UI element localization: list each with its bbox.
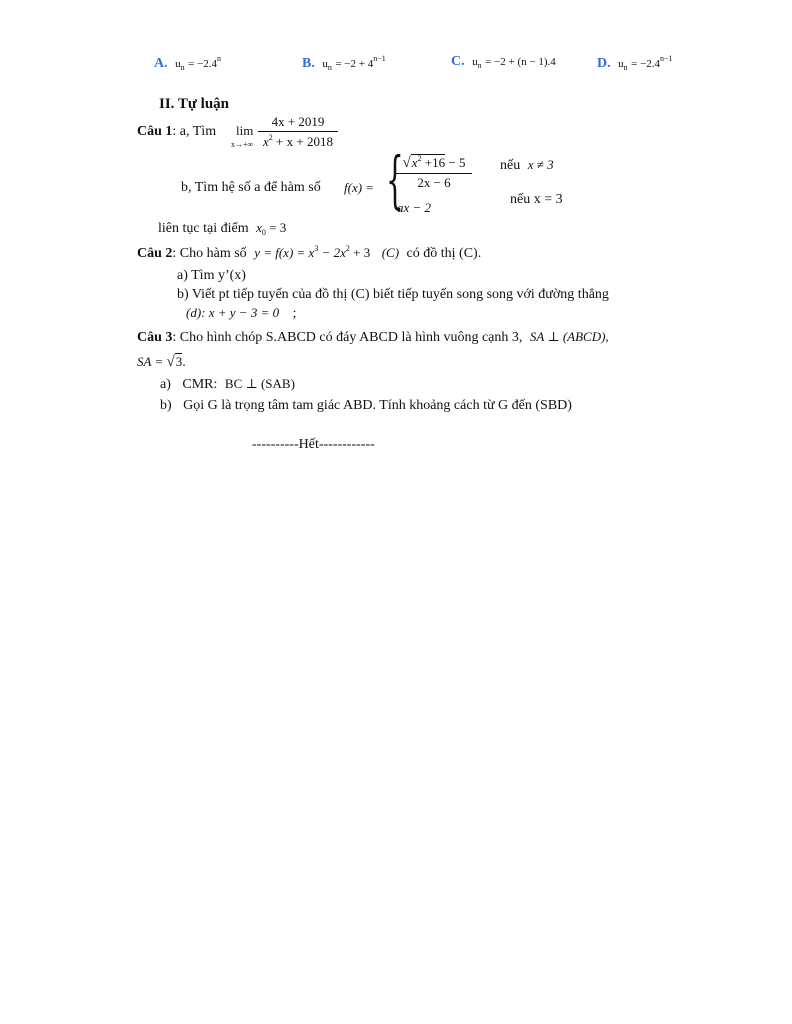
q3-a-math: BC ⊥ (SAB) [224, 376, 295, 391]
q3-sa-dot: . [182, 355, 186, 370]
option-b-sub: n [327, 63, 332, 72]
option-c-sub: n [477, 61, 482, 70]
q2-func-end: + 3 [349, 245, 371, 260]
option-d-sub: n [623, 63, 628, 72]
piecewise-denominator: 2x − 6 [417, 175, 451, 190]
den-x: x [263, 134, 269, 149]
q1-part-b-text: b, Tìm hệ số a để hàm số [181, 180, 321, 195]
option-d-u: u [618, 58, 624, 70]
option-c [451, 54, 556, 70]
condition-1-text: nếu [500, 158, 521, 173]
q2-text: : Cho hàm số [172, 246, 247, 261]
q3-label: Câu 3 [137, 330, 173, 345]
left-brace: { [386, 143, 404, 216]
limit-fraction [258, 114, 338, 150]
q2-func-mid: − 2x [318, 245, 346, 260]
q3-sa-sqrt: 3 [175, 354, 183, 369]
option-b-u: u [322, 58, 328, 70]
q3-sa: SA = √3. [137, 354, 186, 370]
limit-numerator: 4x + 2019 [271, 114, 325, 129]
q3-part-b [160, 398, 572, 414]
q2-line [137, 244, 481, 262]
piecewise-case2: ax − 2 [397, 200, 432, 215]
fraction-bar [258, 131, 338, 132]
q1-label: Câu 1 [137, 124, 173, 139]
sqrt-rest: +16 [421, 155, 446, 170]
x0-var: x [256, 220, 262, 235]
q2-part-a: a) Tìm y’(x) [177, 268, 246, 283]
x0-sub: 0 [261, 228, 266, 237]
q3-b-label: b) [160, 398, 172, 413]
option-b-letter: B. [302, 56, 315, 71]
limit-word: lim [236, 123, 254, 138]
q2-part-b: b) Viết pt tiếp tuyến của đồ thị (C) biết tiếp tuyến song song với đường thẳng [177, 287, 609, 302]
q2-semicolon: ; [292, 306, 297, 321]
option-d-letter: D. [597, 56, 611, 71]
option-a-sup: n [217, 54, 222, 63]
sqrt-body [411, 154, 445, 170]
option-a-sub: n [180, 63, 185, 72]
sqrt-sup: 2 [417, 154, 422, 163]
condition-1-math: x ≠ 3 [527, 157, 554, 172]
q2-line-d [186, 305, 297, 322]
q2-text2: có đồ thị (C). [406, 246, 482, 261]
q3-b-text: Gọi G là trọng tâm tam giác ABD. Tính khoảng cách từ G đến (SBD) [183, 398, 572, 413]
continuity-text: liên tục tại điểm [158, 221, 249, 236]
q2-func-sup: 3 [314, 244, 319, 253]
piecewise-numerator: $√x^2 +16 - 5$ [402, 154, 466, 171]
condition-2: nếu x = 3 [510, 192, 563, 207]
option-c-u: u [472, 56, 478, 68]
q2-label: Câu 2 [137, 246, 173, 261]
option-a-u: u [175, 58, 181, 70]
sqrt-x: x [411, 155, 418, 170]
x0-eq: = 3 [265, 220, 287, 235]
option-d-rhs: = −2.4 [631, 58, 661, 70]
condition-1 [500, 157, 554, 174]
limit-denominator [258, 133, 338, 150]
q2-function: y = f(x) = x [254, 245, 315, 260]
piecewise-bar [396, 173, 472, 174]
option-a-letter: A. [154, 56, 168, 71]
piecewise-fraction [396, 154, 472, 191]
option-a [154, 54, 221, 72]
function-fx: f(x) = [344, 180, 375, 195]
q1-part-a-text: : a, Tìm [172, 124, 217, 139]
q1-part-a [137, 124, 216, 140]
q2-func-sup2: 2 [345, 244, 350, 253]
option-d [597, 54, 673, 72]
den-sup: 2 [268, 133, 273, 142]
option-b-sup: n−1 [373, 54, 386, 63]
end-marker: ----------Hết------------ [252, 437, 375, 452]
option-c-rhs: = −2 + (n − 1).4 [485, 56, 556, 68]
q2-line-eq: (d): x + y − 3 = 0 [186, 305, 280, 320]
q3-part-a [160, 376, 295, 393]
option-c-letter: C. [451, 54, 465, 69]
minus-five: − 5 [445, 155, 466, 170]
limit-subscript: x→+∞ [231, 140, 254, 149]
q3-a-label: a) [160, 377, 171, 392]
option-d-sup: n−1 [660, 54, 673, 63]
q3-a-text: CMR: [182, 377, 218, 392]
option-a-rhs: = −2.4 [188, 58, 218, 70]
q3-perp: SA ⊥ (ABCD), [529, 329, 609, 344]
option-b [302, 54, 386, 72]
section-title: II. Tự luận [159, 96, 230, 112]
option-b-rhs: = −2 + 4 [335, 58, 374, 70]
q3-sa-pre: SA = [137, 354, 167, 369]
q3-text: : Cho hình chóp S.ABCD có đáy ABCD là hình vuông cạnh 3, [172, 330, 523, 345]
q3-line [137, 329, 609, 346]
continuity-line [158, 220, 286, 237]
den-post: + x + 2018 [272, 134, 333, 149]
q2-curve: (C) [381, 245, 400, 260]
